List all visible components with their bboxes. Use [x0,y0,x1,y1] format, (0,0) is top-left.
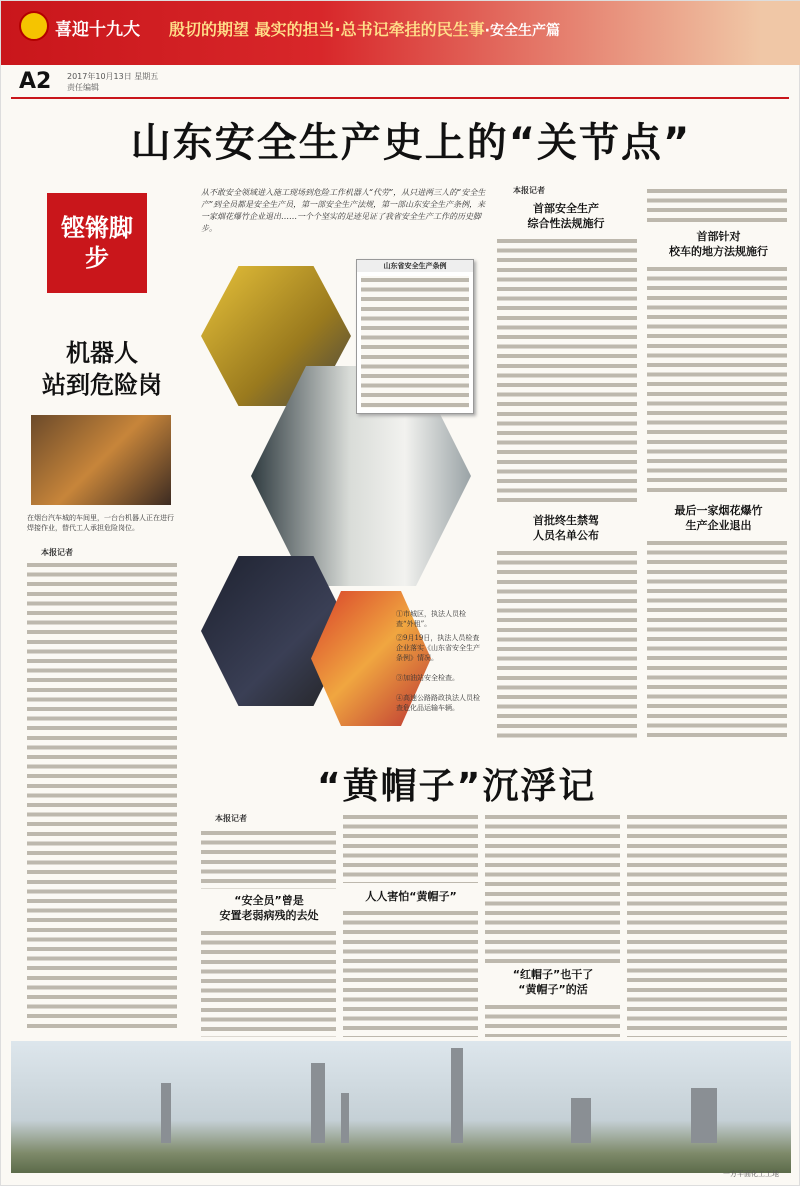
sidebar-byline: 本报记者 [41,548,73,557]
bottom-text-col1 [201,929,336,1037]
bottom-text-col4 [627,813,787,1037]
banner-title-main: 殷切的期望 最实的担当·总书记牵挂的民生事 [169,20,485,39]
subhead-safety-officer: “安全员”曾是 安置老弱病残的去处 [219,894,319,922]
tower-5 [571,1098,591,1143]
bottom-byline: 本报记者 [215,814,247,823]
article-text-col3 [647,265,787,497]
clipping-text [361,276,469,408]
chimney-3 [341,1093,349,1143]
yellow-hat-headline: “黄帽子”沉浮记 [317,766,597,807]
chimney-1 [161,1083,171,1143]
article-text-col4 [647,539,787,739]
page-number: A2 [19,69,52,94]
banner-title-sub: ·安全生产篇 [484,23,560,39]
photo-caption-2: ②9月19日，执法人员检查企业落实《山东省安全生产条例》情况。 [396,634,480,662]
bottom-text-col2 [343,909,478,1037]
sidebar-title [27,337,177,401]
article-intro: 从不敢安全领域进入施工现场到危险工作机器人“代劳”，从只进两三人的“安全生产”到全员都是安全生产员，第一部安全生产法规，第一部山东安全生产条例，来一家烟花爆竹企业退出……一个个坚实的足迹见证了我省安全生产工作的历史脚步。 [201,188,486,233]
subhead-first-regulation: 首部安全生产 综合性法规施行 [527,202,605,230]
article-text-col3-top [647,187,787,227]
subhead-lifetime-driving-ban: 首批终生禁驾 人员名单公布 [533,514,599,542]
header-rule [11,97,789,99]
photo-caption-4: ④高速公路路政执法人员检查危化品运输车辆。 [396,694,480,712]
subhead-fear-yellow-hat: 人人害怕“黄帽子” [365,890,457,903]
article-text-col2 [497,549,637,739]
banner-title [169,17,560,40]
sidebar-title-line1: 机器人 [66,339,138,367]
top-byline: 本报记者 [513,186,545,195]
column-logo: 铿锵脚步 [47,193,147,293]
bottom-text-col3 [485,1003,620,1037]
sidebar-title-line2: 站到危险岗 [42,371,162,399]
article-text-col1 [497,237,637,507]
robot-workshop-photo [31,415,171,505]
photo-caption-1: ①市城区，执法人员检查“外租”。 [396,610,466,628]
subhead-red-hat: “红帽子”也干了 “黄帽子”的活 [512,968,594,996]
subhead-school-bus-regulation: 首部针对 校车的地方法规施行 [669,230,768,258]
page-banner [1,1,800,65]
banner-tagline: 喜迎十九大 [55,20,140,40]
regulation-clipping [356,259,474,414]
sidebar-body-text [27,561,177,1031]
industrial-skyline-photo [11,1041,791,1173]
photo-caption-3: ③加油站安全检查。 [396,674,459,682]
chimney-4 [451,1048,463,1143]
bottom-text-col3-top [485,813,620,963]
main-headline: 山东安全生产史上的“关节点” [130,120,692,166]
tower-6 [691,1088,717,1143]
page-editor: 责任编辑 [67,83,99,92]
page-date: 2017年10月13日 星期五 [67,72,159,81]
chimney-2 [311,1063,325,1143]
clipping-header: 山东省安全生产条例 [357,260,473,272]
skyline-caption: 一方平面化工工地 [723,1170,779,1178]
party-emblem-icon [19,11,49,41]
page-meta [67,71,158,93]
subhead-last-fireworks-factory: 最后一家烟花爆竹 生产企业退出 [674,504,763,532]
bottom-text-col1-top [201,829,336,889]
bottom-text-col2-top [343,813,478,883]
sidebar-photo-caption: 在烟台汽车城的车间里，一台台机器人正在进行焊接作业，替代工人承担危险岗位。 [27,514,174,532]
